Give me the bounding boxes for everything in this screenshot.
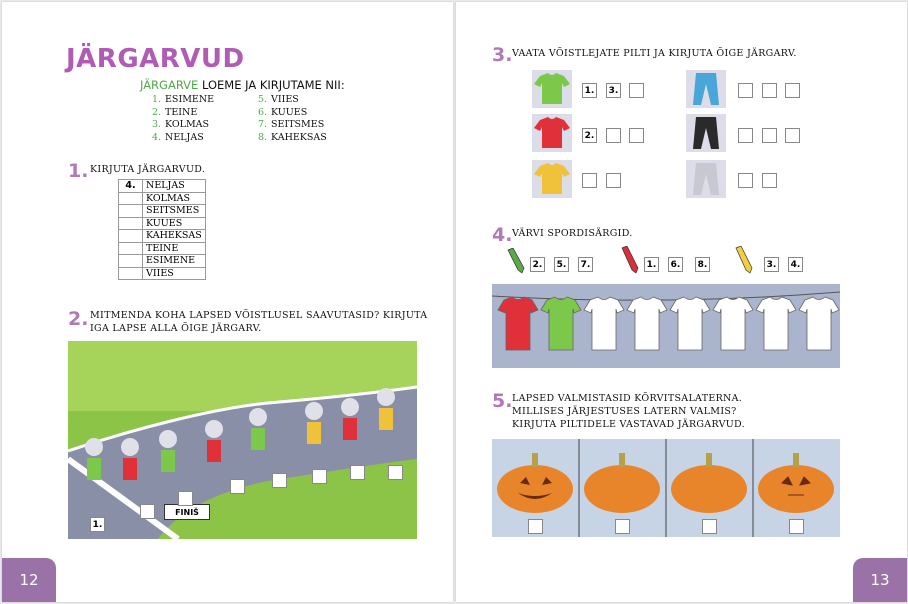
shirt-thumbnail — [532, 70, 572, 108]
table-row — [119, 230, 206, 243]
task-5-number: 5. — [492, 390, 513, 412]
task-5-line-3: KIRJUTA PILTIDELE VASTAVAD JÄRGARVUD. — [512, 419, 745, 430]
table-row — [119, 205, 206, 218]
pants-icon — [686, 160, 726, 198]
word-cell: NELJAS — [143, 180, 206, 193]
page-number: 13 — [853, 558, 907, 602]
pants-icon — [686, 70, 726, 108]
answer-box[interactable] — [789, 519, 804, 534]
task-5-line-2: MILLISES JÄRJESTUSES LATERN VALMIS? — [512, 406, 737, 417]
task-2-line-2: IGA LAPSE ALLA ÕIGE JÄRGARV. — [90, 323, 262, 334]
ordinal-item: 7. SEITSMES — [258, 119, 325, 130]
clothesline-art — [492, 284, 840, 368]
hanging-shirt[interactable] — [584, 297, 624, 350]
answer-box[interactable]: 4. — [788, 257, 803, 272]
left-page — [2, 2, 453, 602]
hanging-shirt[interactable] — [756, 297, 796, 350]
right-page — [456, 2, 907, 602]
word-cell: KUUES — [143, 217, 206, 230]
answer-box[interactable]: 5. — [554, 257, 569, 272]
finish-sign: FINIŠ — [164, 504, 210, 520]
answer-box[interactable] — [388, 465, 403, 480]
ordinal-item: 4. NELJAS — [152, 131, 204, 143]
answer-box[interactable]: 2. — [530, 257, 545, 272]
answer-cell[interactable] — [119, 205, 143, 218]
intro-highlight: JÄRGARVE — [140, 78, 199, 92]
answer-box[interactable] — [178, 491, 193, 506]
answer-box[interactable] — [230, 479, 245, 494]
ordinals-column-2 — [258, 94, 327, 144]
answer-box[interactable] — [140, 504, 155, 519]
ordinal-item: 2. TEINE — [152, 106, 198, 118]
answer-box[interactable] — [615, 519, 630, 534]
answer-cell[interactable] — [119, 217, 143, 230]
task-2-number: 2. — [68, 308, 89, 330]
answer-box[interactable]: 6. — [668, 257, 683, 272]
answer-box[interactable]: 3. — [606, 83, 621, 98]
table-row — [119, 180, 206, 193]
intro-text — [140, 78, 345, 92]
answer-box[interactable] — [606, 173, 621, 188]
hanging-shirt[interactable] — [627, 297, 667, 350]
red-pencil-icon — [618, 246, 640, 274]
table-row — [119, 255, 206, 268]
hanging-shirt[interactable] — [498, 297, 538, 350]
yellow-pencil-icon — [732, 246, 754, 274]
task-3-number: 3. — [492, 44, 513, 66]
word-cell: SEITSMES — [143, 205, 206, 218]
answer-box[interactable]: 1. — [582, 83, 597, 98]
answer-box[interactable] — [738, 128, 753, 143]
answer-box[interactable] — [629, 128, 644, 143]
task-5-line-1: LAPSED VALMISTASID KÕRVITSALATERNA. — [512, 393, 743, 404]
answer-cell[interactable]: 4. — [119, 180, 143, 193]
answer-box[interactable] — [528, 519, 543, 534]
pants-thumbnail — [686, 160, 726, 198]
answer-cell[interactable] — [119, 267, 143, 280]
word-cell: KAHEKSAS — [143, 230, 206, 243]
pants-icon — [686, 114, 726, 152]
word-cell: KOLMAS — [143, 192, 206, 205]
ordinal-item: 3. KOLMAS — [152, 119, 210, 130]
answer-box[interactable]: 3. — [764, 257, 779, 272]
hanging-shirt[interactable] — [541, 297, 581, 350]
hanging-shirt[interactable] — [713, 297, 753, 350]
table-row — [119, 217, 206, 230]
answer-box[interactable] — [702, 519, 717, 534]
answer-box[interactable] — [762, 173, 777, 188]
page-title: JÄRGARVUD — [66, 44, 245, 74]
page-number: 12 — [2, 558, 56, 602]
pumpkins-illustration — [492, 439, 840, 537]
answer-cell[interactable] — [119, 242, 143, 255]
word-cell: ESIMENE — [143, 255, 206, 268]
task-3-text: VAATA VÕISTLEJATE PILTI JA KIRJUTA ÕIGE JÄRGARV. — [512, 48, 797, 59]
ordinal-item: 6. KUUES — [258, 106, 308, 118]
task-1-text: KIRJUTA JÄRGARVUD. — [90, 164, 206, 175]
answer-box[interactable]: 1. — [644, 257, 659, 272]
task-1-number: 1. — [68, 160, 89, 182]
ordinal-item: 1. ESIMENE — [152, 94, 215, 105]
answer-box[interactable] — [738, 83, 753, 98]
shirt-icon — [532, 114, 572, 152]
ordinals-column-1 — [152, 94, 214, 144]
answer-cell[interactable] — [119, 192, 143, 205]
table-row — [119, 242, 206, 255]
word-cell: TEINE — [143, 242, 206, 255]
intro-rest: LOEME JA KIRJUTAME NII: — [198, 78, 345, 92]
answer-box[interactable] — [272, 473, 287, 488]
green-pencil-icon — [504, 248, 526, 274]
ordinal-item: 8. KAHEKSAS — [258, 131, 327, 143]
answer-box[interactable] — [762, 128, 777, 143]
answer-cell[interactable] — [119, 255, 143, 268]
shirt-icon — [532, 160, 572, 198]
hanging-shirt[interactable] — [670, 297, 710, 350]
answer-box[interactable] — [738, 173, 753, 188]
answer-cell[interactable] — [119, 230, 143, 243]
pumpkins-art — [492, 439, 840, 537]
answer-box[interactable] — [606, 128, 621, 143]
clothesline-illustration — [492, 284, 840, 368]
answer-box[interactable]: 8. — [695, 257, 710, 272]
answer-box[interactable] — [350, 465, 365, 480]
task-2-line-1: MITMENDA KOHA LAPSED VÕISTLUSEL SAAVUTASID? KIRJUTA — [90, 310, 428, 321]
shirt-thumbnail — [532, 114, 572, 152]
race-scene-art — [68, 341, 417, 539]
shirt-icon — [532, 70, 572, 108]
answer-box[interactable]: 1. — [90, 517, 105, 532]
answer-box[interactable] — [582, 173, 597, 188]
answer-box[interactable] — [762, 83, 777, 98]
race-illustration — [68, 341, 417, 539]
answer-box[interactable]: 7. — [578, 257, 593, 272]
answer-box[interactable] — [312, 469, 327, 484]
answer-box[interactable] — [785, 128, 800, 143]
table-row — [119, 267, 206, 280]
word-cell: VIIES — [143, 267, 206, 280]
ordinal-table — [118, 179, 206, 280]
ordinal-item: 5. VIIES — [258, 94, 299, 105]
answer-box[interactable] — [629, 83, 644, 98]
table-row — [119, 192, 206, 205]
task-4-text: VÄRVI SPORDISÄRGID. — [512, 228, 633, 239]
pants-thumbnail — [686, 114, 726, 152]
shirt-thumbnail — [532, 160, 572, 198]
pants-thumbnail — [686, 70, 726, 108]
hanging-shirt[interactable] — [799, 297, 839, 350]
answer-box[interactable] — [785, 83, 800, 98]
task-4-number: 4. — [492, 224, 513, 246]
answer-box[interactable]: 2. — [582, 128, 597, 143]
